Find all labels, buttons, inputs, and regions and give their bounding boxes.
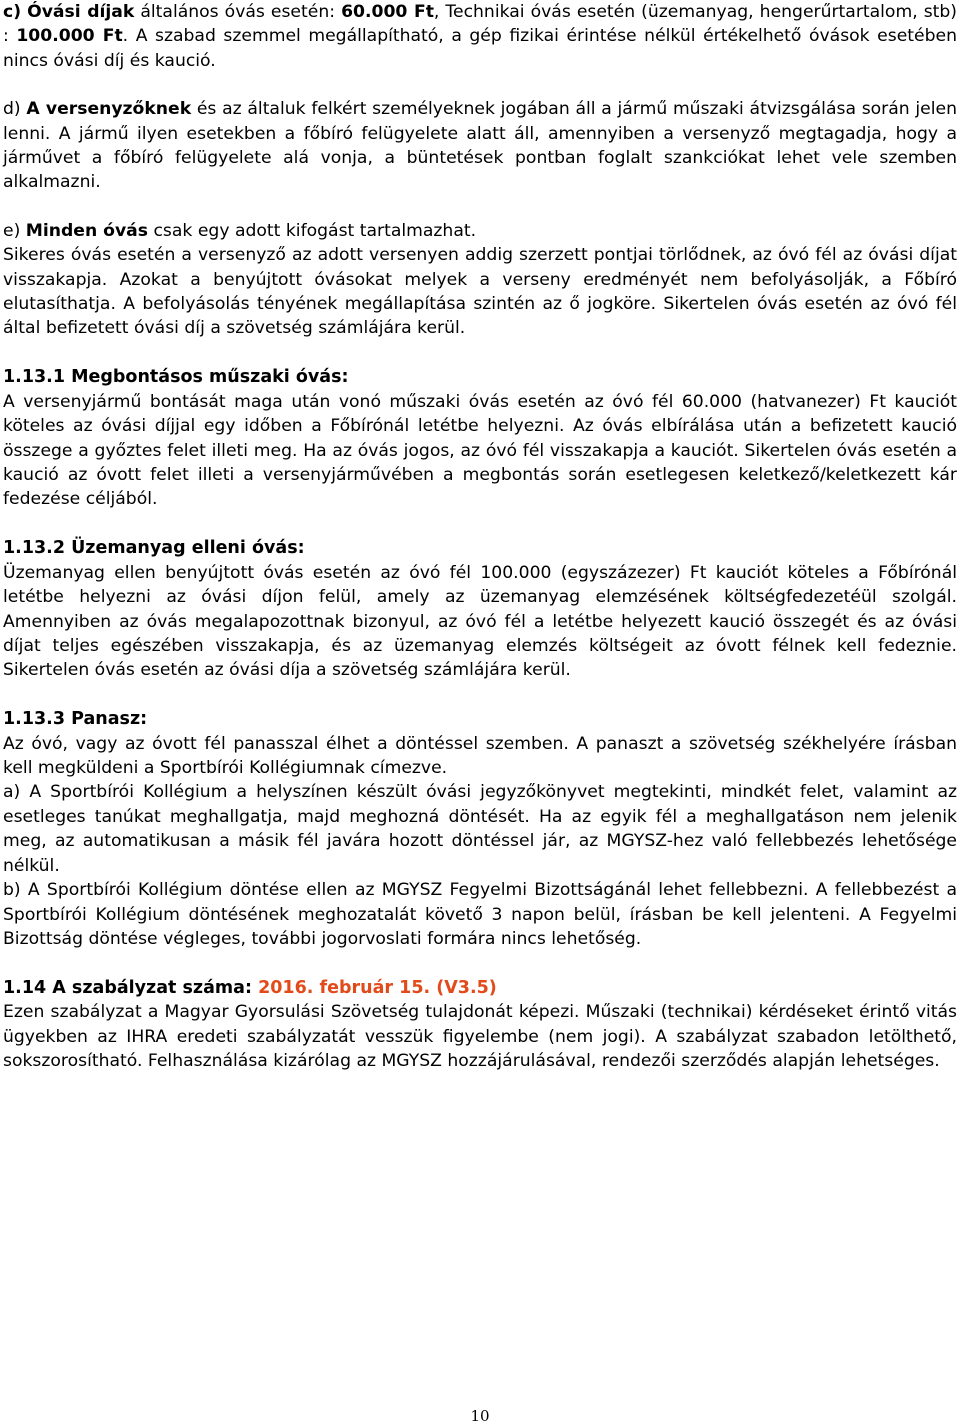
section-1-13-3-heading: 1.13.3 Panasz: [3, 709, 148, 730]
section-1-13-3-body1: Az óvó, vagy az óvott fél panasszal élhet a döntéssel szemben. A panaszt a szövetség székhelyére írásban kell megküldeni a Sportbírói Kollégiumnak címezve. [3, 733, 957, 779]
section-1-14-heading [3, 976, 957, 1000]
section-1-14-date: 2016. február 15. (V3.5) [258, 977, 497, 998]
paragraph-c-text1: általános óvás esetén: [134, 2, 342, 22]
paragraph-e-text: csak egy adott kifogást tartalmazhat. [148, 220, 477, 241]
paragraph-d-text: és az általuk felkért személyeknek jogában áll a jármű műszaki átvizsgálása során jelen lenni. A jármű ilyen esetekben a főbíró felügyelete alatt áll, amennyiben a versenyző megtagadja, hogy a járművet a főbíró felügyelete alá vonja, a büntetések pontban foglalt szankciókat lehet vele szemben alkalmazni. [3, 99, 957, 193]
paragraph-e [3, 219, 957, 243]
section-1-13-2-body: Üzemanyag ellen benyújtott óvás esetén az óvó fél 100.000 (egyszázezer) Ft kauciót köteles a Főbírónál letétbe helyezni az óvási díjon felül, amely az üzemanyag elemzésének költségfedezetéül szolgál. Amennyiben az óvás megalapozottnak bizonyul, az óvó fél a letétbe helyezett kaució összegét és az óvási díjat teljes egészében visszakapja, és az üzemanyag elemzés költségeit az óvott félnek kell fedeznie. Sikertelen óvás esetén az óvási díja a szövetség számlájára kerül. [3, 562, 957, 681]
paragraph-c-amount1: 60.000 Ft [341, 2, 434, 22]
paragraph-c-text2: , Technikai óvás esetén (üzemanyag, hengerűrtartalom, stb) : [3, 2, 958, 47]
paragraph-c-amount2: 100.000 Ft [16, 26, 123, 47]
paragraph-d-label: d) [3, 99, 27, 120]
paragraph-c-title: Óvási díjak [27, 2, 135, 22]
section-1-13-3-body2: a) A Sportbírói Kollégium a helyszínen készült óvási jegyzőkönyvet megtekinti, mindkét felet, valamint az esetleges tanúkat meghallgatja, majd meghozná döntését. Ha az egyik fél a meghallgatáson nem jelenik meg, az automatikusan a másik fél javára hozott döntéssel jár, az MGYSZ-hez való fellebbezés lehetősége nélkül. [3, 782, 957, 876]
document-page [3, 0, 957, 1073]
section-1-13-1-body: A versenyjármű bontását maga után vonó műszaki óvás esetén az óvó fél 60.000 (hatvanezer) Ft kauciót köteles az óvási díjjal egy időben a Főbírónál letétbe helyezni. Az óvás elbírálása után a befizetett kaució összege a győztes felet illeti meg. Ha az óvás jogos, az óvó fél visszakapja a kauciót. Sikertelen óvás esetén a kaució az óvott felet illeti a versenyjárművében a megbontás során esetlegesen keletkező/keletkezett kár fedezése céljából. [3, 391, 957, 510]
paragraph-c [3, 0, 957, 73]
page-number: 10 [470, 1407, 490, 1425]
paragraph-c-text3: . A szabad szemmel megállapítható, a gép fizikai érintése nélkül értékelhető óvások esetében nincs óvási díj és kaució. [3, 26, 957, 71]
section-1-13-1-heading: 1.13.1 Megbontásos műszaki óvás: [3, 367, 349, 388]
paragraph-c-label: c) [3, 2, 22, 22]
paragraph-e-label: e) [3, 220, 26, 241]
section-1-13-2-heading: 1.13.2 Üzemanyag elleni óvás: [3, 538, 305, 559]
section-1-14-title: 1.14 A szabályzat száma: [3, 977, 259, 998]
section-1-13-3-body3: b) A Sportbírói Kollégium döntése ellen az MGYSZ Fegyelmi Bizottságánál lehet fellebbezni. A fellebbezést a Sportbírói Kollégium döntésének meghozatalát követő 3 napon belül, írásban be kell jelenteni. A Fegyelmi Bizottság döntése végleges, további jogorvoslati formára nincs lehetőség. [3, 880, 957, 949]
section-1-14-body: Ezen szabályzat a Magyar Gyorsulási Szövetség tulajdonát képezi. Műszaki (technikai) kérdéseket érintő vitás ügyekben az IHRA eredeti szabályzatát vesszük figyelembe (nem jogi). A szabályzat szabadon letölthető, sokszorosítható. Felhasználása kizárólag az MGYSZ hozzájárulásával, rendezői szerződés alapján lehetséges. [3, 1002, 957, 1072]
paragraph-d-title: A versenyzőknek [26, 99, 192, 120]
paragraph-d [3, 97, 957, 195]
paragraph-e-body: Sikeres óvás esetén a versenyző az adott versenyen addig szerzett pontjai törlődnek, az óvó fél az óvási díjat visszakapja. Azokat a benyújtott óvásokat melyek a verseny eredményét nem befolyásolják, a Főbíró elutasíthatja. A befolyásolás tényének megállapítása szintén az ő jogköre. Sikertelen óvás esetén az óvó fél által befizetett óvási díj a szövetség számlájára kerül. [3, 245, 957, 339]
paragraph-e-title: Minden óvás [25, 220, 149, 241]
